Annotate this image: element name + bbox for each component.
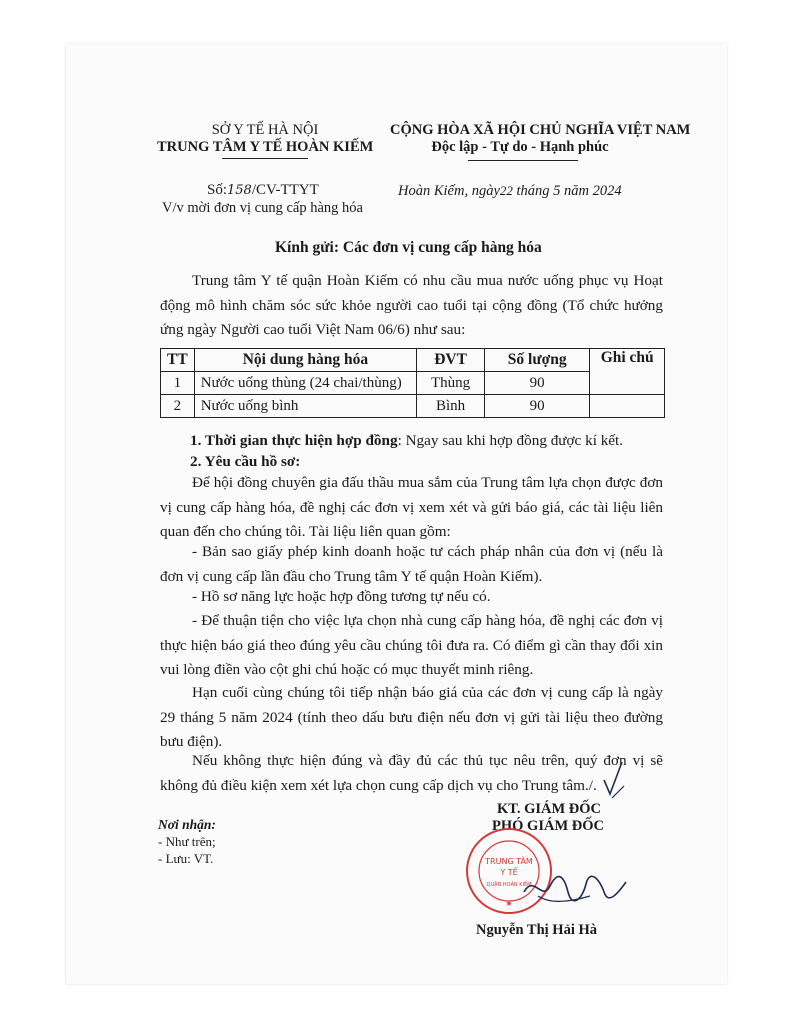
goods-table bbox=[160, 348, 665, 418]
paragraph-documents: Để hội đồng chuyên gia đấu thầu mua sắm của Trung tâm lựa chọn được đơn vị cung cấp hàng hóa, đề nghị các đơn vị xem xét và gửi báo giá, các tài liệu liên quan đến cho chúng tôi. Tài liệu liên quan gồm: bbox=[160, 474, 663, 540]
table-header-cell: TT bbox=[161, 349, 195, 372]
nation-title: CỘNG HÒA XÃ HỘI CHỦ NGHĨA VIỆT NAM bbox=[390, 122, 691, 138]
paragraph-license: - Bản sao giấy phép kinh doanh hoặc tư cách pháp nhân của đơn vị (nếu là đơn vị cung cấp lần đầu cho Trung tâm Y tế quận Hoàn Kiếm). bbox=[160, 543, 663, 585]
table-header-cell: Ghi chú bbox=[590, 349, 665, 395]
day-handwritten: 22 bbox=[499, 183, 513, 198]
requirement-1-label: 1. Thời gian thực hiện hợp đồng bbox=[190, 432, 398, 449]
motto: Độc lập - Tự do - Hạnh phúc bbox=[431, 139, 609, 155]
requirement-2-label: 2. Yêu cầu hồ sơ: bbox=[190, 453, 301, 470]
place-date bbox=[398, 183, 622, 200]
org-name: TRUNG TÂM Y TẾ HOÀN KIẾM bbox=[157, 139, 374, 155]
place-date-suffix: tháng 5 năm 2024 bbox=[516, 183, 622, 199]
table-header-row bbox=[161, 349, 665, 372]
table-cell: 2 bbox=[161, 395, 195, 418]
table-row bbox=[161, 395, 665, 418]
requirement-1-text: : Ngay sau khi hợp đồng được kí kết. bbox=[397, 432, 624, 449]
table-header-cell: ĐVT bbox=[417, 349, 485, 372]
table-cell: Nước uống bình bbox=[194, 395, 416, 418]
intro-paragraph: Trung tâm Y tế quận Hoàn Kiếm có nhu cầu mua nước uống phục vụ Hoạt động mô hình chăm sóc sức khỏe người cao tuổi tại cộng đồng (Tổ chức hưởng ứng ngày Người cao tuổi Việt Nam 06/6) như sau: bbox=[160, 272, 663, 338]
org-underline bbox=[222, 158, 308, 159]
table-cell: 1 bbox=[161, 372, 195, 395]
paragraph-capability: - Hồ sơ năng lực hoặc hợp đồng tương tự nếu có. bbox=[192, 588, 491, 605]
svg-text:★: ★ bbox=[505, 899, 513, 908]
table-cell: 90 bbox=[484, 395, 589, 418]
table-cell: Bình bbox=[417, 395, 485, 418]
org-parent: SỞ Y TẾ HÀ NỘI bbox=[211, 122, 319, 138]
recipient-item: - Lưu: VT. bbox=[158, 851, 214, 866]
document-number bbox=[207, 182, 319, 199]
place-date-prefix: Hoàn Kiếm, ngày bbox=[398, 183, 500, 199]
paragraph-conditions: Nếu không thực hiện đúng và đầy đủ các thủ tục nêu trên, quý đơn vị sẽ không đủ điều kiện xem xét lựa chọn cung cấp dịch vụ cho Trung tâm./. bbox=[160, 752, 663, 794]
signer-position: PHÓ GIÁM ĐỐC bbox=[492, 818, 604, 834]
document-number-suffix: /CV-TTYT bbox=[251, 182, 319, 198]
stamp-text-line-2: Y TẾ bbox=[500, 868, 518, 877]
recipients-title: Nơi nhận: bbox=[158, 817, 216, 832]
stamp-text-line-1: TRUNG TÂM bbox=[485, 857, 533, 866]
paragraph-quotation: - Để thuận tiện cho việc lựa chọn nhà cung cấp hàng hóa, đề nghị các đơn vị thực hiện báo giá theo đúng yêu cầu chúng tôi đưa ra. Có điểm gì cần thay đổi xin vui lòng điền vào cột ghi chú hoặc có mục thuyết minh riêng. bbox=[160, 612, 663, 678]
signer-name: Nguyễn Thị Hải Hà bbox=[476, 922, 597, 938]
table-cell bbox=[590, 395, 665, 418]
motto-underline bbox=[468, 160, 578, 161]
table-header-cell: Số lượng bbox=[484, 349, 589, 372]
recipients bbox=[158, 816, 216, 867]
table-row bbox=[161, 372, 665, 395]
stamp-text-line-3: QUẬN HOÀN KIẾM bbox=[486, 882, 532, 888]
handwritten-mark bbox=[598, 758, 628, 800]
recipient-item: - Như trên; bbox=[158, 834, 216, 849]
table-cell: Nước uống thùng (24 chai/thùng) bbox=[194, 372, 416, 395]
table-header-cell: Nội dung hàng hóa bbox=[194, 349, 416, 372]
requirement-1 bbox=[190, 432, 623, 450]
document-subject: V/v mời đơn vị cung cấp hàng hóa bbox=[162, 200, 363, 216]
paragraph-deadline: Hạn cuối cùng chúng tôi tiếp nhận báo giá của các đơn vị cung cấp là ngày 29 tháng 5 năm 2024 (tính theo dấu bưu điện nếu đơn vị gửi tài liệu theo đường bưu điện). bbox=[160, 684, 663, 750]
salutation: Kính gửi: Các đơn vị cung cấp hàng hóa bbox=[275, 239, 542, 256]
table-cell: 90 bbox=[484, 372, 589, 395]
document-number-handwritten: 158 bbox=[227, 183, 252, 198]
document-number-prefix: Số: bbox=[207, 182, 228, 198]
signer-authority: KT. GIÁM ĐỐC bbox=[496, 801, 602, 817]
table-cell: Thùng bbox=[417, 372, 485, 395]
handwritten-signature bbox=[520, 862, 630, 912]
